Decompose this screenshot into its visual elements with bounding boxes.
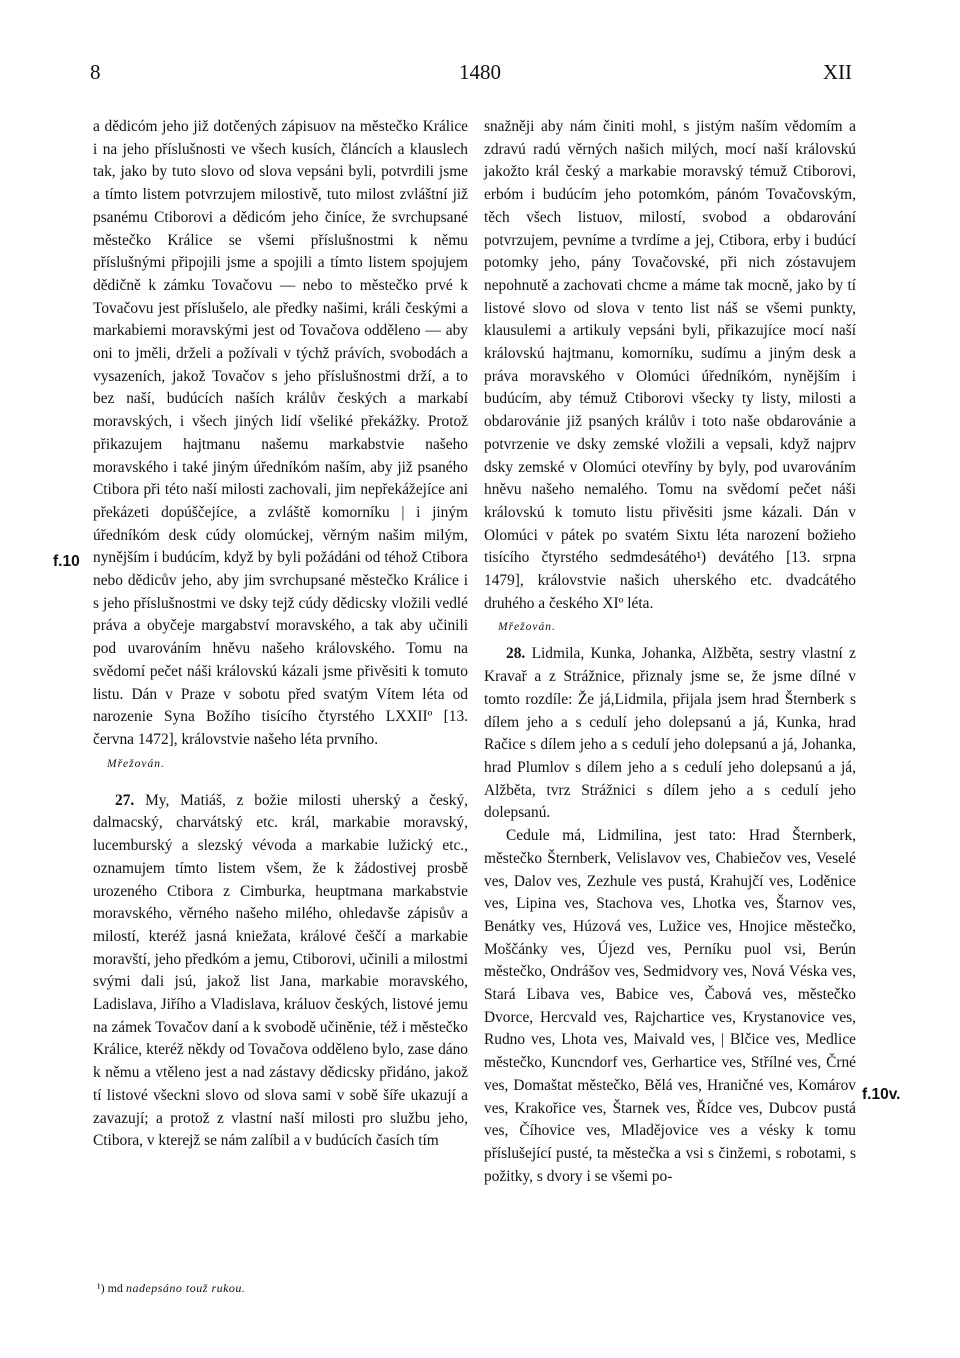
document-28-schedule: Cedule má, Lidmilina, jest tato: Hrad Šternberk, městečko Šternberk, Velislavov ves, Chabiečov ves, Veselé ves, Dalov ves, Zezhule ves pustá, Krahujčí ves, Loděnice ves, Lipina ves, Stachova ves, Lhotka ves, Štarnov ves, Benátky ves, Húzová ves, Lužice ves, Hnojice městečko, Moščánky ves, Újezd ves, Perníku puol vsi, Berún městečko, Ondrášov ves, Sedmidvory ves, Nová Véska ves, Stará Libava ves, Babice ves, Čabová ves, městečko Dvorce, Hercvald ves, Rajchartice ves, Krystanovice ves, Rudno ves, Lhota ves, Maivald ves, | Blčice ves, Medlice městečko, Kuncndorf ves, Gerhartice ves, Střílné ves, Črné ves, Domaštat městečko, Bělá ves, Hraničné ves, Komárov ves, Krakořice ves, Štarnek ves, Řídce ves, Dubcov pustá ves, Číhovice ves, Mladějovice ves a vésky k tomu příslušející pusté, ta městečka a vsi s činžemi, s robotami, s požitky, s dvory i se všemi po-	[484, 827, 856, 1185]
footnote	[97, 1280, 245, 1296]
document-27	[93, 790, 468, 1153]
document-26-text-continued: a dědicóm jeho již dotčených zápisuov na městečko Králice i na jeho příslušnosti ve všech kusích, článcích a klauslech tak, jako by tuto slovo od slova vepsáni byli, potvrdili jsme a tímto listem potvrzujem milostivě, tuto milost zvláštní již psanému Ctiborovi a dědicóm jeho činíce, že svrchupsané městečko Králice se všemi příslušnostmi k němu příslušnými připojili jsme a spojili a tímto listem spojujem dědičně k zámku Tovačovu — nebo to městečko prvé k Tovačovu jest příslušelo, ale předky našimi, králi českými a markabiemi moravskými jest od Tovačova odděleno — aby oni to jměli, drželi a požívali v týchž právích, svobodách a vysazeních, jakož Tovačov s jeho příslušnostmi drží, a to bez naší, budúcích naších králův českých a markabí moravských, i všech jiných lidí všeliké překážky. Protož přikazujem hajtmanu našemu markabstvie našeho moravského i také jiným úředníkóm naším, aby již psaného Ctibora při této naší milosti zachovali, jim nepřekážejíce ani překázeti dopúščejíce, a zvláště komorníku | i jiným úředníkóm desk cúdy olomúckej, věrným našim milým, nynějším i budúcím, když by byli požádáni od téhož Ctibora nebo dědicův jeho, aby jim svrchupsané městečko Králice i s jeho příslušnostmi ve dsky tejž cúdy dědicsky vložili vedlé práva a obyčeje margabství moravského, a tak aby učinili pod uvarováním hněvu našeho královského. Tomu na svědomí pečet náši královskú kázali jsme přivěsiti k tomuto listu. Dán v Praze v sobotu před svatým Vítem léta od narozenie Syna Božího tisícího čtyrstého LXXIIº [13. června 1472], královstvie našeho léta prvního.	[93, 118, 468, 748]
document-28	[484, 643, 856, 825]
folio-marker-left: f.10	[53, 553, 80, 570]
footnote-text: nadepsáno touž rukou.	[125, 1281, 246, 1295]
footnote-prefix: md	[107, 1281, 123, 1295]
document-27-text-continued: snažněji aby nám činiti mohl, s jistým naším vědomím a zdravú radú věrných našich milých, mocí naší královskú jakožto král český a markabie moravský témuž Ctiborovi, erbóm i budúcím jeho potomkóm, pánóm Tovačovským, těch všech listuov, milostí, svobod a obdarování potvrzujem, pevníme a tvrdíme a jej, Ctibora, erby i budúcí potomky jeho, pány Tovačovské, při nich zóstavujem nepohnutě a zachovati chcme a máme tak mocně, jako by tí listové slovo od slova v tento list náš se všemi punkty, klausulemi a artikuly vepsáni byli, přikazujíce mocí naší královskú hajtmanu, komorníku, sudímu a jiným desk a práva moravského v Olomúci úředníkóm, nynějším i budúcím, aby témuž Ctiborovi všecky ty listy, milosti a obdarovánie již psaných králův i toto naše obdarovánie a potvrzenie ve dsky zemské vložili a vepsali, když najprv dsky zemské v Olomúci otevříny by byly, pod uvarováním hněvu našeho nemalého. Tomu na svědomí pečet náši královskú k tomuto listu přivěsiti jsme kázali. Dán v Olomúci v pátek po svatém Sixtu léta narození božieho tisícího čtyrstého sedmdesátého¹) devátého [13. srpna 1479], královstvie našich uherského etc. dvadcátého druhého a českého XIº léta.	[484, 118, 856, 612]
footnote-marker: ¹)	[97, 1281, 105, 1295]
right-column	[484, 116, 856, 1188]
document-number: 27.	[115, 791, 135, 809]
document-28-text: Lidmila, Kunka, Johanka, Alžběta, sestry vlastní z Kravař a z Strážnice, přiznaly jsme se, že jsme dílné v tomto rozdíle: Že já,Lidmila, přijala jsem hrad Šternberk s dílem jeho a s cedulí jeho dolepsanú a já, Kunka, hrad Račice s dílem jeho a s cedulí jeho dolepsanú a já, Johanka, hrad Plumlov s dílem jeho a s cedulí jeho dolepsanú a já, Alžběta, tvrz Strážnici s dílem jeho a s cedulí jeho dolepsanú.	[484, 645, 856, 822]
folio-marker-right: f.10v.	[862, 1086, 901, 1103]
document-number: 28.	[506, 645, 526, 663]
page-year: 1480	[459, 60, 501, 84]
document-27-text: My, Matiáš, z božie milosti uherský a český, dalmacský, charvátský etc. král, markabie moravský, lucemburský a slezský vévoda a markabie lužický etc., oznamujem tímto listem všem, že k žádostivej prosbě urozeného Ctibora z Cimburka, heuptmana markabstvie moravského, věrného našeho milého, ohledavše zápisův a milostí, kteréž jasná kniežata, králové češčí a markabie moravští, jeho předkóm a jemu, Ctiborovi, učinili a milostmi svými dali jsú, jakož list Jana, markabie moravského, Ladislava, Jiřího a Vladislava, králuov českých, listové jemu na zámek Tovačov daní a k svobodě učiněnie, též i městečko Králice, kteréž někdy od Tovačova odděleno bylo, zase dáno k němu a vtěleno jest a nad zástavy dědicsky přidáno, jakož tí listové všeckni slovo od slova sami v sobě šíře ukazují a zavazují; a protož z vlastní naší milosti pro službu jeho, Ctibora, v kterejž se nám zalíbil a v budúcích časích tím	[93, 791, 468, 1150]
scribe-signature: Mřežován.	[498, 621, 556, 634]
scribe-signature: Mřežován.	[107, 757, 165, 770]
page-number: 8	[90, 60, 101, 84]
section-roman-numeral: XII	[822, 60, 852, 84]
left-column	[93, 116, 468, 1153]
